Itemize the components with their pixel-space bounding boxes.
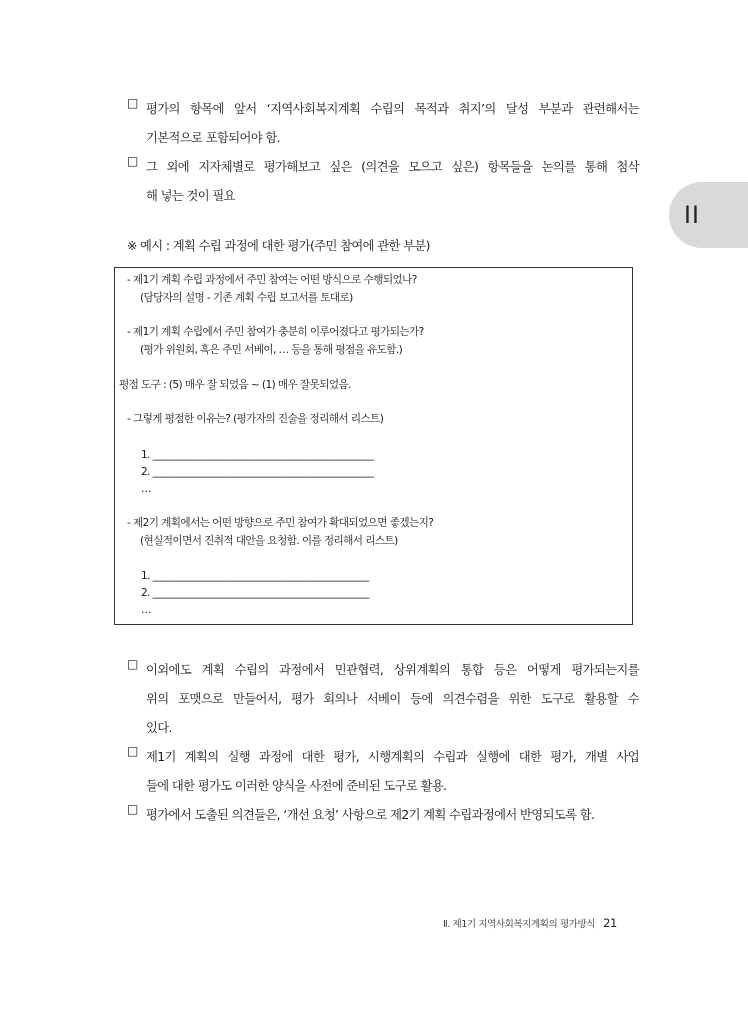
bullet-item <box>127 744 639 802</box>
bullet-item <box>127 154 639 212</box>
bullet-text-line: 해 넣는 것이 필요 <box>146 189 235 203</box>
bullet-text-line: 평가에서 도출된 의견들은, ‘개선 요청’ 사항으로 제2기 계획 수립과정에서 반영되도록 함. <box>146 808 595 822</box>
bullet-text-line: 기본적으로 포함되어야 함. <box>146 131 280 145</box>
bullet-text-line: 제1기 계획의 실행 과정에 대한 평가, 시행계획의 수립과 실행에 대한 평가, 개별 사업 <box>146 750 639 764</box>
page-number: 21 <box>603 916 617 930</box>
bullet-text-line: 위의 포맷으로 만들어서, 평가 회의나 서베이 등에 의견수렴을 위한 도구로 활용할 수 <box>146 692 639 706</box>
example-list-item: 2. ______________________________________________ <box>141 587 369 599</box>
example-box <box>114 267 633 625</box>
checkbox-bullet-icon: □ <box>127 96 138 110</box>
bullet-item <box>127 96 639 154</box>
example-line: (현실적이면서 진취적 대안을 요청함. 이를 정리해서 리스트) <box>140 535 398 547</box>
bullet-text-line: 있다. <box>146 721 172 735</box>
checkbox-bullet-icon: □ <box>127 744 138 758</box>
example-ellipsis: … <box>141 604 151 616</box>
running-footer-title: Ⅱ. 제1기 지역사회복지계획의 평가방식 <box>443 919 596 930</box>
page-footer <box>443 916 617 930</box>
bullet-item <box>127 657 639 744</box>
example-rating-line: 평점 도구 : (5) 매우 잘 되었음 ~ (1) 매우 잘못되었음. <box>119 379 351 391</box>
bullet-text-line: 들에 대한 평가도 이러한 양식을 사전에 준비된 도구로 활용. <box>146 779 447 793</box>
chapter-side-tab <box>669 182 748 248</box>
bullet-text-line: 평가의 항목에 앞서 ‘지역사회복지계획 수립의 목적과 취지’의 달성 부분과 관련해서는 <box>146 102 639 116</box>
chapter-tab-label: II <box>684 201 700 229</box>
example-ellipsis: … <box>141 483 151 495</box>
checkbox-bullet-icon: □ <box>127 802 138 816</box>
bullet-text-line: 그 외에 지자체별로 평가해보고 싶은 (의견을 모으고 싶은) 항목들을 논의를 통해 첨삭 <box>146 160 639 174</box>
bottom-bullet-list <box>127 657 639 831</box>
example-line: - 그렇게 평점한 이유는? (평가자의 진술을 정리해서 리스트) <box>127 413 384 425</box>
example-list-item: 2. _______________________________________________ <box>141 466 374 478</box>
bullet-text-line: 이외에도 계획 수립의 과정에서 민관협력, 상위계획의 통합 등은 어떻게 평가되는지를 <box>146 663 639 677</box>
example-list-item: 1. ______________________________________________ <box>141 570 369 582</box>
example-line: (담당자의 설명 - 기존 계획 수립 보고서를 토대로) <box>140 292 353 304</box>
example-heading: ※ 예시 : 계획 수립 과정에 대한 평가(주민 참여에 관한 부분) <box>127 239 430 253</box>
bullet-item <box>127 802 639 831</box>
checkbox-bullet-icon: □ <box>127 154 138 168</box>
example-line: - 제1기 계획 수립 과정에서 주민 참여는 어떤 방식으로 수행되었나? <box>127 274 417 286</box>
checkbox-bullet-icon: □ <box>127 657 138 671</box>
top-bullet-list <box>127 96 639 212</box>
example-line: - 제1기 계획 수립에서 주민 참여가 충분히 이루어졌다고 평가되는가? <box>127 326 424 338</box>
example-line: (평가 위원회, 혹은 주민 서베이, … 등을 통해 평점을 유도함.) <box>140 344 403 356</box>
example-list-item: 1. _______________________________________________ <box>141 449 374 461</box>
example-line: - 제2기 계획에서는 어떤 방향으로 주민 참여가 확대되었으면 좋겠는지? <box>127 517 434 529</box>
